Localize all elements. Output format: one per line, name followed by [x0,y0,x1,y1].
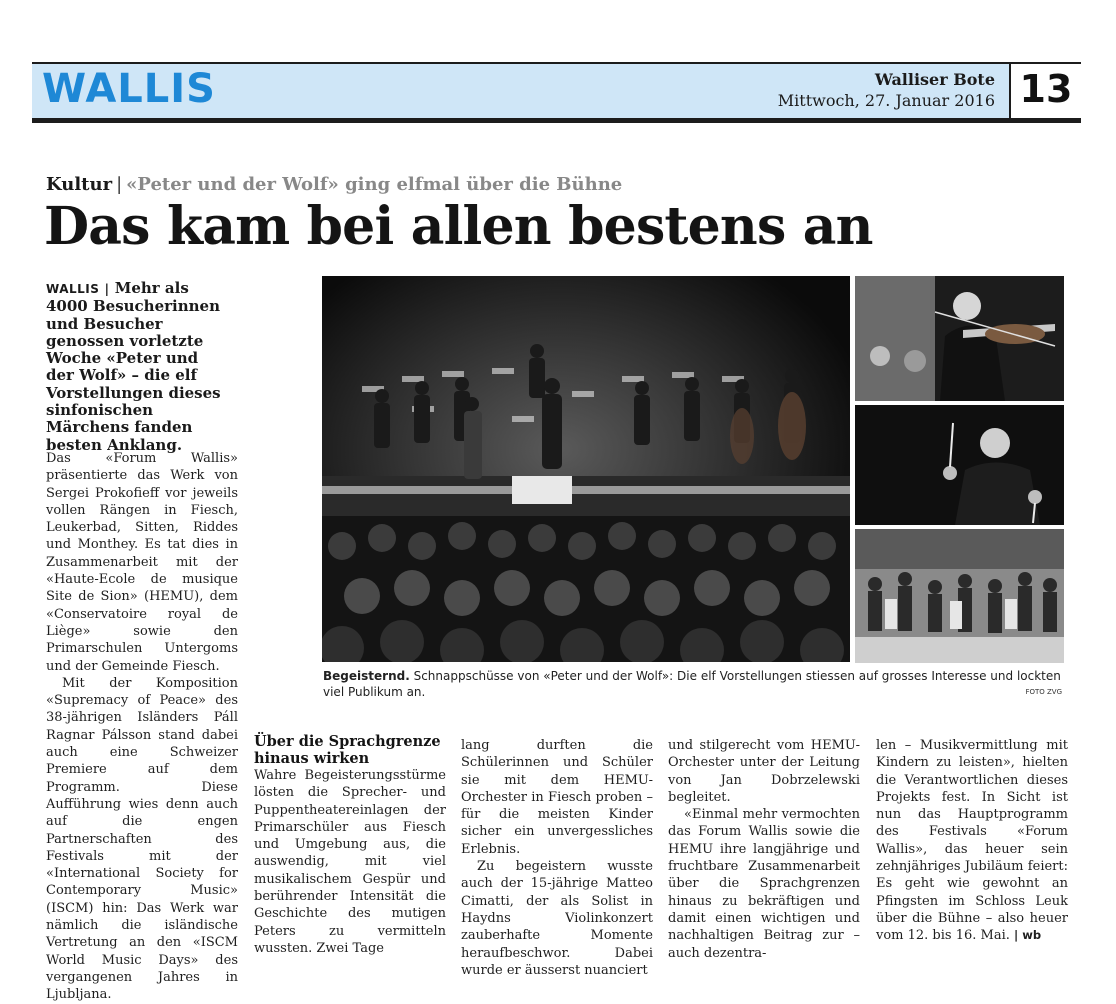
column-3 [461,737,653,979]
column-5 [876,737,1068,945]
section-title: WALLIS [42,66,216,112]
body-paragraph: und stilgerecht vom HEMU-Orchester unter der Leitung von Jan Dobrzelewski begleitet. [668,738,860,805]
author-signature: | wb [1014,928,1042,943]
body-paragraph [876,737,1068,945]
subheading: Über die Sprachgrenze hinaus wirken [254,733,441,767]
body-paragraph: Wahre Begeisterungsstürme lösten die Sprecher- und Puppentheatereinlagen der Primarschüler aus Fiesch und Umgebung aus, die auswendig, mit viel musikalischem Gespür und berührender Intensität die Geschichte des mutigen Peters zu vermitteln wussten. Zwei Tage [254,768,446,956]
newspaper-name: Walliser Bote [874,70,995,89]
orchestra-photo [322,276,850,662]
column-2 [254,733,446,957]
body-paragraph: Zu begeistern wusste auch der 15-jährige Matteo Cimatti, der als Solist in Haydns Violinkonzert zauberhafte Momente heraufbeschwor. Dabei wurde er äusserst nuanciert [461,859,653,978]
kicker-label: Kultur [46,174,113,195]
body-paragraph: «Einmal mehr vermochten das Forum Wallis sowie die HEMU ihre langjährige und fruchtbare Zusammenarbeit über die Sprachgrenzen hinaus zu bekräftigen und damit einen wichtigen und nachhaltigen Beitrag zur – auch dezentra- [668,807,860,961]
lead-paragraph [46,280,224,454]
violinist-photo [855,276,1064,401]
caption-text: Schnappschüsse von «Peter und der Wolf»: Die elf Vorstellungen stiessen auf grosses Interesse und lockten viel Publikum an. [323,669,1061,699]
issue-date: Mittwoch, 27. Januar 2016 [777,91,995,110]
dateline: WALLIS [46,282,100,296]
caption-lead: Begeisternd. [323,669,410,683]
body-paragraph: lang durften die Schülerinnen und Schüler sie mit dem HEMU-Orchester in Fiesch proben – für die meisten Kinder sicher ein unvergessliches Erlebnis. [461,738,653,857]
conductor-photo [855,405,1064,525]
body-paragraph: Mit der Komposition «Supremacy of Peace» des 38-jährigen Isländers Páll Ragnar Pálsson stand dabei auch eine Schweizer Premiere auf dem Programm. Diese Aufführung wies denn auch auf die engen Partnerschaften des Festivals mit der «International Society for Contemporary Music» (ISCM) hin: Das Werk war nämlich die isländische Vertretung an den «ISCM World Music Days» des vergangenen Jahres in Ljubljana. [46,675,238,1003]
dateline-separator: | [104,282,110,296]
children-photo [855,529,1064,663]
page-number: 13 [1019,67,1073,111]
page-number-box [1009,64,1081,118]
column-4 [668,737,860,962]
headline: Das kam bei allen bestens an [44,196,873,257]
kicker-separator: | [116,174,123,195]
photo-caption [323,668,1063,700]
body-paragraph: Das «Forum Wallis» präsentierte das Werk von Sergei Prokofieff vor jeweils vollen Rängen in Fiesch, Leukerbad, Sitten, Riddes und Monthey. Es tat dies in Zusammenarbeit mit der «Haute-Ecole de musique Site de Sion» (HEMU), dem «Conservatoire royal de Liège» sowie den Primarschulen Untergoms und der Gemeinde Fiesch. [46,451,238,674]
lead-text: Mehr als 4000 Besucherinnen und Besucher genossen vorletzte Woche «Peter und der Wolf» – die elf Vorstellungen dieses sinfonischen Märchens fanden besten Anklang. [46,279,221,454]
body-text: len – Musikvermittlung mit Kindern zu leisten», hielten die Verantwortlichen dieses Projekts fest. In Sicht ist nun das Hauptprogramm des Festivals «Forum Wallis», das heuer sein zehnjähriges Jubiläum feiert: Es geht wie gewohnt an Pfingsten im Schloss Leuk über die Bühne – also heuer vom 12. bis 16. Mai. [876,738,1068,944]
column-1 [46,450,238,1004]
kicker-title: «Peter und der Wolf» ging elfmal über die Bühne [126,174,623,195]
section-header [32,62,1081,123]
photo-credit: FOTO ZVG [1025,688,1062,696]
kicker [46,174,622,195]
